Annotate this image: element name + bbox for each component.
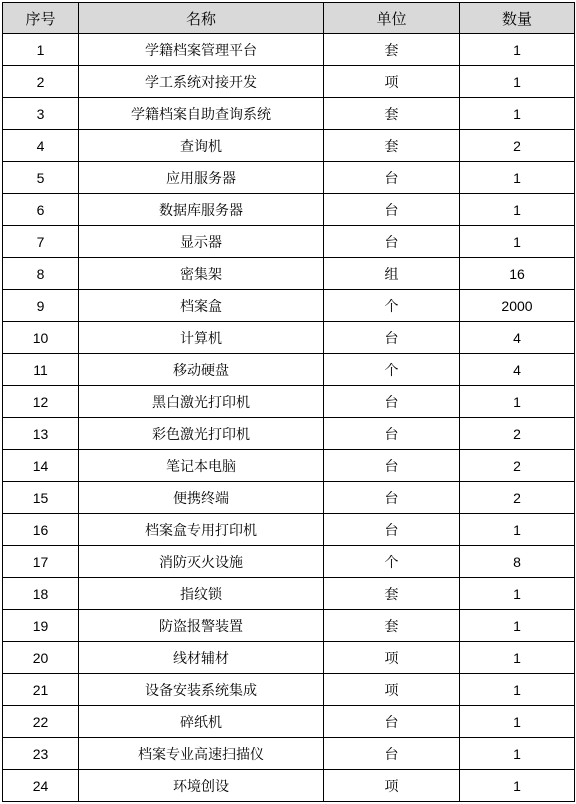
row-index: 8: [3, 258, 79, 290]
row-quantity: 1: [460, 770, 575, 802]
header-unit: 单位: [324, 3, 460, 34]
row-name: 碎纸机: [79, 706, 324, 738]
table-row: [3, 354, 575, 386]
table-row: [3, 386, 575, 418]
row-name: 档案专业高速扫描仪: [79, 738, 324, 770]
header-name: 名称: [79, 3, 324, 34]
row-quantity: 16: [460, 258, 575, 290]
row-quantity: 1: [460, 610, 575, 642]
row-quantity: 8: [460, 546, 575, 578]
table-row: [3, 546, 575, 578]
row-unit: 台: [324, 226, 460, 258]
row-unit: 套: [324, 578, 460, 610]
row-name: 防盗报警装置: [79, 610, 324, 642]
row-name: 档案盒: [79, 290, 324, 322]
row-name: 便携终端: [79, 482, 324, 514]
row-index: 17: [3, 546, 79, 578]
row-unit: 台: [324, 322, 460, 354]
row-quantity: 2000: [460, 290, 575, 322]
row-name: 彩色激光打印机: [79, 418, 324, 450]
row-unit: 个: [324, 546, 460, 578]
table-row: [3, 770, 575, 802]
table-row: [3, 418, 575, 450]
table-row: [3, 610, 575, 642]
table-row: [3, 258, 575, 290]
row-index: 10: [3, 322, 79, 354]
row-index: 13: [3, 418, 79, 450]
header-quantity: 数量: [460, 3, 575, 34]
row-name: 指纹锁: [79, 578, 324, 610]
row-name: 学籍档案管理平台: [79, 34, 324, 66]
row-quantity: 1: [460, 34, 575, 66]
row-quantity: 4: [460, 322, 575, 354]
row-name: 环境创设: [79, 770, 324, 802]
row-name: 数据库服务器: [79, 194, 324, 226]
row-quantity: 2: [460, 418, 575, 450]
row-quantity: 1: [460, 162, 575, 194]
table-row: [3, 290, 575, 322]
row-index: 5: [3, 162, 79, 194]
row-quantity: 1: [460, 98, 575, 130]
row-index: 20: [3, 642, 79, 674]
row-index: 15: [3, 482, 79, 514]
table-body: [3, 34, 575, 802]
row-unit: 台: [324, 162, 460, 194]
row-unit: 套: [324, 130, 460, 162]
row-quantity: 1: [460, 738, 575, 770]
row-index: 6: [3, 194, 79, 226]
table-row: [3, 738, 575, 770]
row-index: 3: [3, 98, 79, 130]
row-index: 2: [3, 66, 79, 98]
row-unit: 台: [324, 482, 460, 514]
row-unit: 项: [324, 642, 460, 674]
row-quantity: 1: [460, 706, 575, 738]
row-index: 24: [3, 770, 79, 802]
row-unit: 组: [324, 258, 460, 290]
row-quantity: 1: [460, 578, 575, 610]
row-index: 7: [3, 226, 79, 258]
row-unit: 项: [324, 66, 460, 98]
row-name: 密集架: [79, 258, 324, 290]
equipment-table: [2, 2, 575, 802]
row-name: 显示器: [79, 226, 324, 258]
table-row: [3, 706, 575, 738]
row-unit: 台: [324, 450, 460, 482]
row-unit: 台: [324, 194, 460, 226]
table-row: [3, 642, 575, 674]
row-quantity: 2: [460, 130, 575, 162]
row-name: 线材辅材: [79, 642, 324, 674]
row-unit: 台: [324, 418, 460, 450]
row-index: 19: [3, 610, 79, 642]
row-quantity: 1: [460, 642, 575, 674]
row-quantity: 2: [460, 482, 575, 514]
row-quantity: 1: [460, 674, 575, 706]
row-name: 学籍档案自助查询系统: [79, 98, 324, 130]
table-row: [3, 98, 575, 130]
table-row: [3, 674, 575, 706]
row-name: 查询机: [79, 130, 324, 162]
row-unit: 个: [324, 290, 460, 322]
header-row: [3, 3, 575, 34]
row-unit: 套: [324, 34, 460, 66]
row-name: 学工系统对接开发: [79, 66, 324, 98]
row-quantity: 1: [460, 514, 575, 546]
row-unit: 套: [324, 98, 460, 130]
table-row: [3, 578, 575, 610]
row-unit: 台: [324, 706, 460, 738]
table-row: [3, 514, 575, 546]
row-index: 23: [3, 738, 79, 770]
row-unit: 个: [324, 354, 460, 386]
row-index: 12: [3, 386, 79, 418]
row-name: 笔记本电脑: [79, 450, 324, 482]
row-index: 16: [3, 514, 79, 546]
row-name: 移动硬盘: [79, 354, 324, 386]
table-row: [3, 34, 575, 66]
row-name: 黑白激光打印机: [79, 386, 324, 418]
row-quantity: 1: [460, 66, 575, 98]
row-name: 应用服务器: [79, 162, 324, 194]
table-row: [3, 450, 575, 482]
table-header: [3, 3, 575, 34]
header-index: 序号: [3, 3, 79, 34]
equipment-list-sheet: [2, 2, 574, 802]
row-unit: 台: [324, 738, 460, 770]
row-quantity: 4: [460, 354, 575, 386]
row-index: 1: [3, 34, 79, 66]
table-row: [3, 194, 575, 226]
table-row: [3, 226, 575, 258]
row-quantity: 1: [460, 226, 575, 258]
row-name: 消防灭火设施: [79, 546, 324, 578]
row-index: 22: [3, 706, 79, 738]
row-unit: 项: [324, 674, 460, 706]
table-row: [3, 482, 575, 514]
row-index: 18: [3, 578, 79, 610]
row-unit: 台: [324, 514, 460, 546]
row-index: 9: [3, 290, 79, 322]
row-index: 21: [3, 674, 79, 706]
row-name: 档案盒专用打印机: [79, 514, 324, 546]
row-quantity: 1: [460, 194, 575, 226]
table-row: [3, 130, 575, 162]
table-row: [3, 322, 575, 354]
row-index: 11: [3, 354, 79, 386]
row-name: 设备安装系统集成: [79, 674, 324, 706]
table-row: [3, 66, 575, 98]
row-unit: 项: [324, 770, 460, 802]
row-index: 14: [3, 450, 79, 482]
row-index: 4: [3, 130, 79, 162]
row-quantity: 2: [460, 450, 575, 482]
row-unit: 套: [324, 610, 460, 642]
row-name: 计算机: [79, 322, 324, 354]
row-unit: 台: [324, 386, 460, 418]
row-quantity: 1: [460, 386, 575, 418]
table-row: [3, 162, 575, 194]
